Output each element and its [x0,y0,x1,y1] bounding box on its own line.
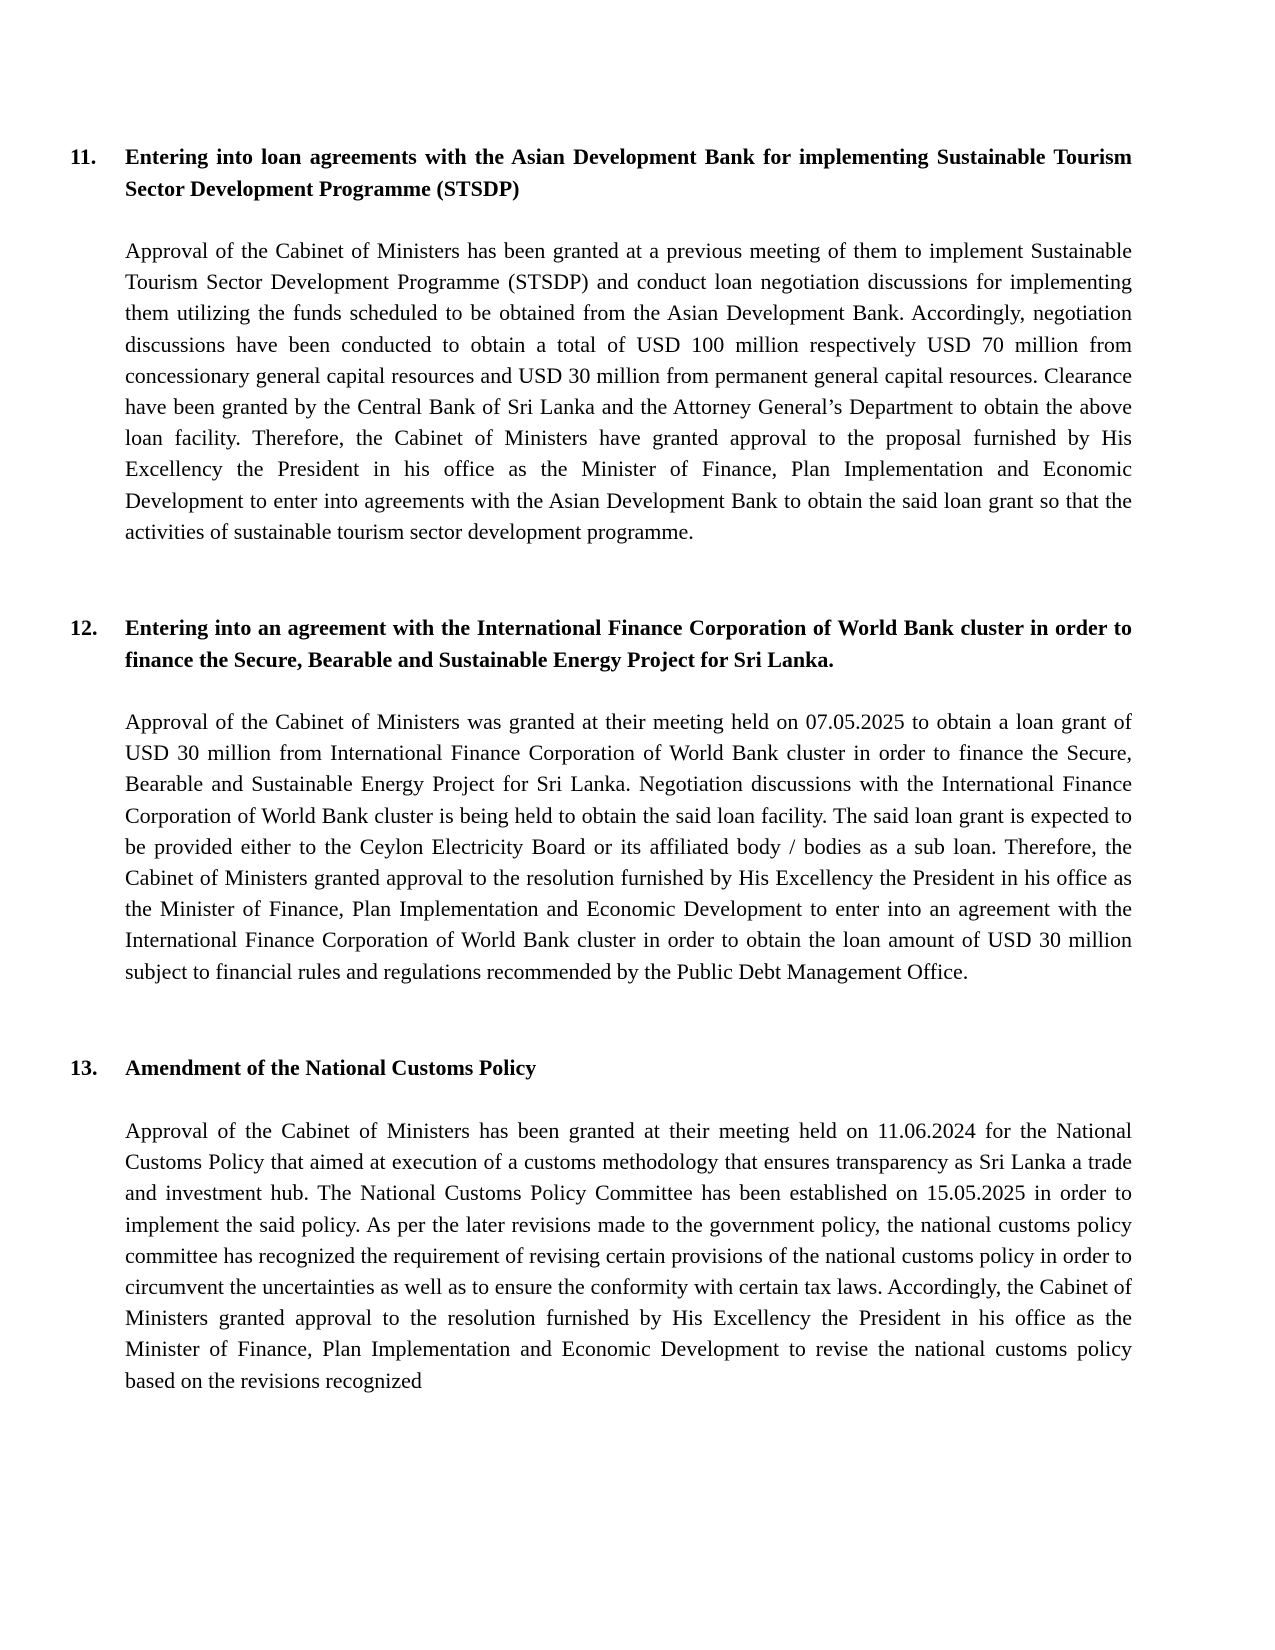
section-12 [70,612,1132,987]
section-body: Approval of the Cabinet of Ministers has been granted at their meeting held on 11.06.2024 for the National Customs Policy that aimed at execution of a customs methodology that ensures transparency as Sri Lanka a trade and investment hub. The National Customs Policy Committee has been established on 15.05.2025 in order to implement the said policy. As per the later revisions made to the government policy, the national customs policy committee has recognized the requirement of revising certain provisions of the national customs policy in order to circumvent the uncertainties as well as to ensure the conformity with certain tax laws. Accordingly, the Cabinet of Ministers granted approval to the resolution furnished by His Excellency the President in his office as the Minister of Finance, Plan Implementation and Economic Development to revise the national customs policy based on the revisions recognized [125,1118,1132,1393]
section-number: 12. [70,615,98,640]
section-body: Approval of the Cabinet of Ministers was granted at their meeting held on 07.05.2025 to obtain a loan grant of USD 30 million from International Finance Corporation of World Bank cluster in order to finance the Secure, Bearable and Sustainable Energy Project for Sri Lanka. Negotiation discussions with the International Finance Corporation of World Bank cluster is being held to obtain the said loan facility. The said loan grant is expected to be provided either to the Ceylon Electricity Board or its affiliated body / bodies as a sub loan. Therefore, the Cabinet of Ministers granted approval to the resolution furnished by His Excellency the President in his office as the Minister of Finance, Plan Implementation and Economic Development to enter into an agreement with the International Finance Corporation of World Bank cluster in order to obtain the loan amount of USD 30 million subject to financial rules and regulations recommended by the Public Debt Management Office. [125,709,1132,984]
section-heading: Entering into loan agreements with the Asian Development Bank for implementing Sustainable Tourism Sector Development Programme (STSDP) [125,144,1132,201]
section-11 [70,141,1132,547]
section-number: 13. [70,1055,98,1080]
section-number: 11. [70,144,97,169]
section-heading: Entering into an agreement with the International Finance Corporation of World Bank cluster in order to finance the Secure, Bearable and Sustainable Energy Project for Sri Lanka. [125,615,1132,672]
section-body: Approval of the Cabinet of Ministers has been granted at a previous meeting of them to implement Sustainable Tourism Sector Development Programme (STSDP) and conduct loan negotiation discussions for implementing them utilizing the funds scheduled to be obtained from the Asian Development Bank. Accordingly, negotiation discussions have been conducted to obtain a total of USD 100 million respectively USD 70 million from concessionary general capital resources and USD 30 million from permanent general capital resources. Clearance have been granted by the Central Bank of Sri Lanka and the Attorney General’s Department to obtain the above loan facility. Therefore, the Cabinet of Ministers have granted approval to the proposal furnished by His Excellency the President in his office as the Minister of Finance, Plan Implementation and Economic Development to enter into agreements with the Asian Development Bank to obtain the said loan grant so that the activities of sustainable tourism sector development programme. [125,238,1132,544]
section-heading: Amendment of the National Customs Policy [125,1055,537,1080]
section-13 [70,1052,1132,1396]
